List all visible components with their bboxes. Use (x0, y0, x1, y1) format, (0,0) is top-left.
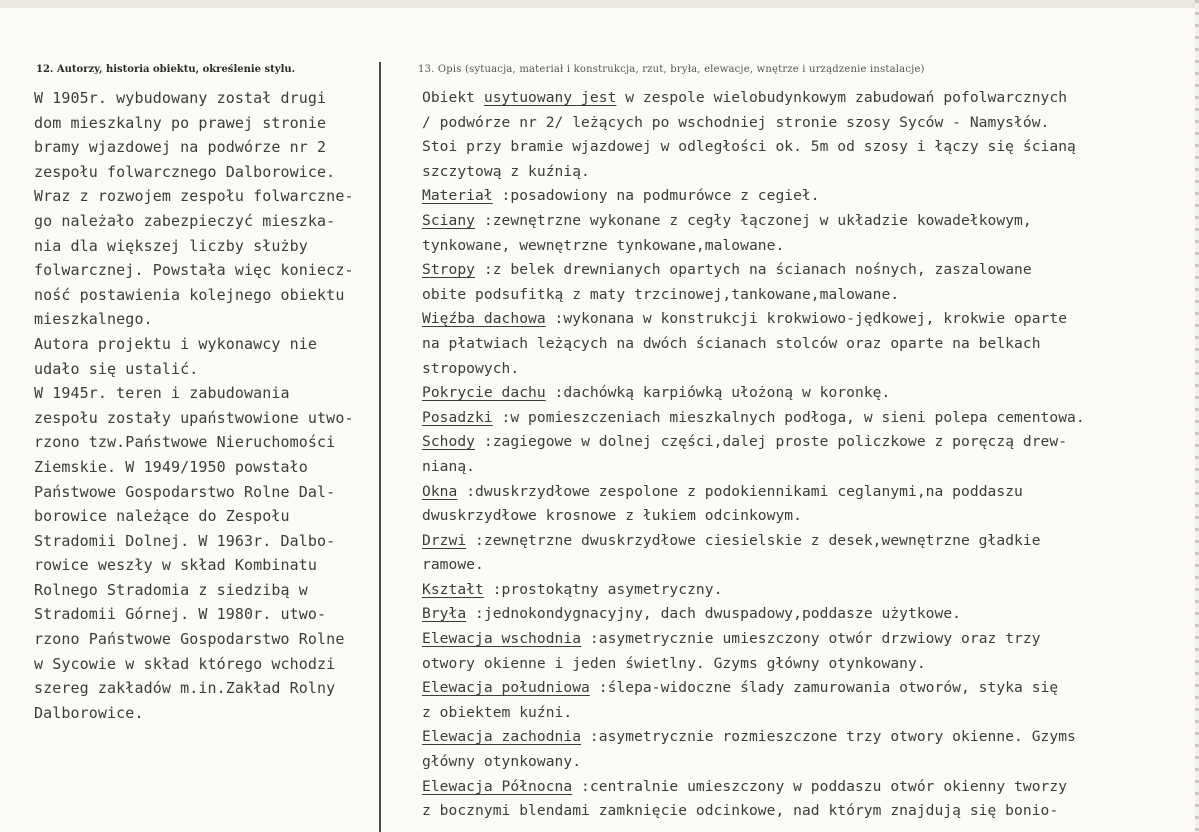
page-top-edge (0, 0, 1199, 8)
history-line: zespołu folwarcznego Dalborowice. (34, 162, 336, 181)
history-line: rzono Państwowe Gospodarstwo Rolne (34, 630, 345, 649)
description-line (422, 160, 1085, 185)
description-text: :jednokondygnacyjny, dach dwuspadowy,poddasze użytkowe. (466, 605, 962, 623)
description-text: :prostokątny asymetryczny. (483, 580, 723, 598)
description-text: dwuskrzydłowe krosnowe z łukiem odcinkowym. (422, 507, 802, 525)
description-line (422, 750, 1085, 775)
description-term: Kształt (422, 580, 484, 598)
description-text: :wykonana w konstrukcji krokwiowo-jędkowej, krokwie oparte (545, 310, 1068, 328)
description-line (422, 529, 1085, 554)
history-line: bramy wjazdowej na podwórze nr 2 (34, 138, 327, 157)
description-line (422, 504, 1085, 529)
history-line: borowice należące do Zespołu (34, 507, 290, 526)
history-line: rzono tzw.Państwowe Nieruchomości (34, 433, 336, 452)
history-line: nia dla większej liczby służby (34, 236, 308, 255)
description-line (422, 209, 1085, 234)
description-line (422, 258, 1085, 283)
description-line (422, 430, 1085, 455)
description-term: Drzwi (422, 531, 467, 549)
description-text: główny otynkowany. (422, 753, 582, 771)
description-term: Pokrycie dachu (422, 384, 546, 402)
description-line (422, 283, 1085, 308)
description-line (422, 652, 1085, 677)
description-line (422, 602, 1085, 627)
description-text: :dwuskrzydłowe zespolone z podokiennikami ceglanymi,na poddaszu (457, 482, 1023, 500)
description-text: :zewnętrzne dwuskrzydłowe ciesielskie z desek,wewnętrzne gładkie (466, 531, 1041, 549)
description-text: / podwórze nr 2/ leżących po wschodniej stronie szosy Syców - Namysłów. (422, 113, 1050, 131)
description-text: :w pomieszczeniach mieszkalnych podłoga, w sieni polepa cementowa. (492, 408, 1085, 426)
description-line (422, 381, 1085, 406)
description-term: Materiał (422, 187, 493, 205)
description-text: szczytową z kuźnią. (422, 162, 590, 180)
description-text: na płatwiach leżących na dwóch ścianach stolców oraz oparte na belkach (422, 334, 1041, 352)
description-term: Elewacja Północna (422, 777, 573, 795)
description-text: z bocznymi blendami zamknięcie odcinkowe, nad którym znajdują się bonio- (422, 802, 1059, 820)
description-line (422, 184, 1085, 209)
description-term: Elewacja wschodnia (422, 630, 582, 648)
section-13-header: 13. Opis (sytuacja, materiał i konstrukcja, rzut, bryła, elewacje, wnętrze i urządzenie instalacje) (418, 64, 925, 75)
description-text: :zewnętrzne wykonane z cegły łączonej w układzie kowadełkowym, (475, 211, 1032, 229)
description-term: Więźba dachowa (422, 310, 546, 328)
description-text: Stoi przy bramie wjazdowej w odległości ok. 5m od szosy i łączy się ścianą (422, 138, 1076, 156)
description-text: :ślepa-widoczne ślady zamurowania otworów, styka się (589, 679, 1059, 697)
history-line: Autora projektu i wykonawcy nie (34, 334, 318, 353)
history-line: go należało zabezpieczyć mieszka- (34, 211, 336, 230)
description-text: Obiekt (422, 89, 484, 106)
history-line: rowice weszły w skład Kombinatu (34, 556, 318, 575)
description-line (422, 135, 1085, 160)
description-line (422, 627, 1085, 652)
description-term: Posadzki (422, 408, 493, 426)
description-underlined-phrase: usytuowany jest (483, 89, 617, 106)
description-text: nianą. (422, 457, 476, 475)
description-term: Stropy (422, 261, 476, 279)
history-line: udało się ustalić. (34, 359, 199, 378)
description-line (422, 234, 1085, 259)
description-term: Okna (422, 482, 458, 500)
description-line (422, 86, 1085, 111)
history-line: Stradomii Górnej. W 1980r. utwo- (34, 605, 327, 624)
description-line (422, 725, 1085, 750)
description-text: :centralnie umieszczony w poddaszu otwór okienny tworzy (572, 777, 1068, 795)
description-line (422, 701, 1085, 726)
history-line: szereg zakładów m.in.Zakład Rolny (34, 679, 336, 698)
description-text: :asymetrycznie rozmieszczone trzy otwory okienne. Gzyms (581, 728, 1076, 746)
history-text-column (34, 86, 354, 725)
description-term: Bryła (422, 605, 467, 623)
history-line: ność postawienia kolejnego obiektu (34, 285, 345, 304)
description-text-column (422, 86, 1085, 824)
description-text: :z belek drewnianych opartych na ścianach nośnych, zaszalowane (475, 261, 1032, 279)
description-line (422, 455, 1085, 480)
description-line (422, 775, 1085, 800)
description-text: stropowych. (422, 359, 520, 377)
description-text: :asymetrycznie umieszczony otwór drzwiowy oraz trzy (581, 630, 1041, 648)
description-text: w zespole wielobudynkowym zabudowań pofolwarcznych (616, 89, 1068, 106)
description-line (422, 307, 1085, 332)
description-text: :posadowiony na podmurówce z cegieł. (492, 187, 820, 205)
description-term: Elewacja południowa (422, 679, 590, 697)
history-line: W 1905r. wybudowany został drugi (34, 89, 327, 107)
description-line (422, 111, 1085, 136)
description-line (422, 553, 1085, 578)
history-line: W 1945r. teren i zabudowania (34, 384, 290, 403)
description-line (422, 799, 1085, 824)
description-line (422, 406, 1085, 431)
description-line (422, 357, 1085, 382)
description-text: obite podsufitką z maty trzcinowej,tankowane,malowane. (422, 285, 900, 303)
history-line: Dalborowice. (34, 703, 144, 722)
description-text: :zagiegowe w dolnej części,dalej proste policzkowe z poręczą drew- (475, 433, 1068, 451)
history-line: w Sycowie w skład którego wchodzi (34, 654, 336, 673)
description-text: z obiektem kuźni. (422, 703, 573, 721)
description-text: ramowe. (422, 556, 484, 574)
description-term: Schody (422, 433, 476, 451)
description-term: Elewacja zachodnia (422, 728, 582, 746)
column-divider (379, 62, 381, 832)
history-line: dom mieszkalny po prawej stronie (34, 113, 327, 132)
history-line: Państwowe Gospodarstwo Rolne Dal- (34, 482, 336, 501)
history-line: Stradomii Dolnej. W 1963r. Dalbo- (34, 531, 336, 550)
section-12-header: 12. Autorzy, historia obiektu, określenie stylu. (36, 64, 296, 75)
description-line (422, 480, 1085, 505)
description-line (422, 676, 1085, 701)
description-text: otwory okienne i jeden świetlny. Gzyms główny otynkowany. (422, 654, 926, 672)
history-line: Ziemskie. W 1949/1950 powstało (34, 457, 308, 476)
description-line (422, 332, 1085, 357)
history-line: mieszkalnego. (34, 310, 153, 329)
description-line (422, 578, 1085, 603)
history-line: folwarcznej. Powstała więc koniecz- (34, 261, 354, 280)
history-line: Rolnego Stradomia z siedzibą w (34, 580, 308, 599)
description-text: tynkowane, wewnętrzne tynkowane,malowane. (422, 236, 785, 254)
history-line: Wraz z rozwojem zespołu folwarczne- (34, 187, 354, 206)
history-line: zespołu zostały upaństwowione utwo- (34, 408, 354, 427)
description-term: Sciany (422, 211, 476, 229)
page-right-edge (1195, 0, 1199, 832)
description-text: :dachówką karpiówką ułożoną w koronkę. (545, 384, 891, 402)
